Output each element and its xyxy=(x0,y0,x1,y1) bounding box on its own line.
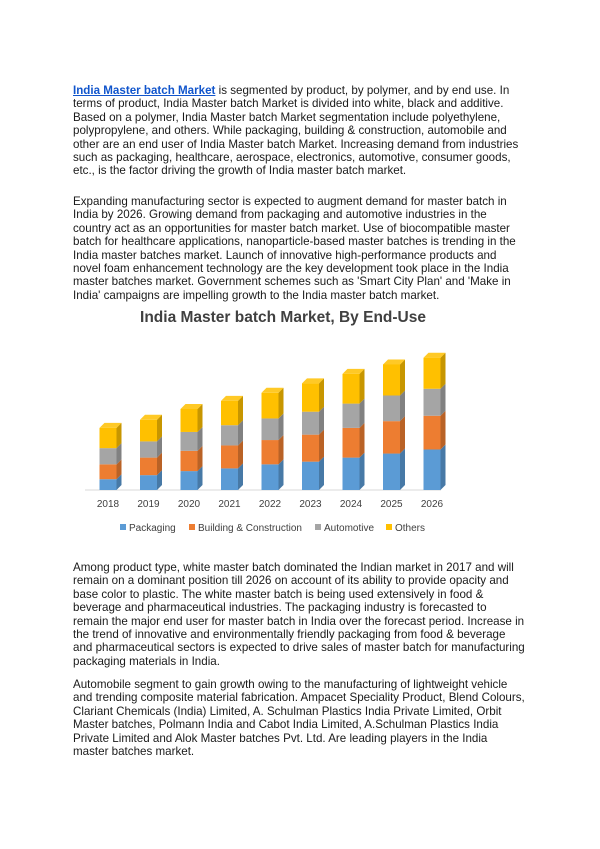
legend-label: Packaging xyxy=(129,523,176,534)
bar-2023-others xyxy=(302,378,324,411)
x-tick-label: 2026 xyxy=(420,499,444,510)
x-tick-label: 2021 xyxy=(218,499,241,510)
bar-2026-packaging xyxy=(424,445,446,491)
bar-2024-packaging xyxy=(343,453,365,490)
bar-2021-others xyxy=(221,396,243,425)
legend-item-automotive xyxy=(315,523,374,534)
growth-paragraph: Expanding manufacturing sector is expected to augment demand for master batch in India by 2026. Growing demand from packaging and automotive industries in the country act as an opportunities for master batch market. Use of biocompatible master batch for healthcare applications, nanoparticle-based master batches is trending in the India master batches market. Launch of innovative high-performance products and novel foam enhancement technology are the key development took place in the India master batches market. Government schemes such as 'Smart City Plan' and 'Make in India' campaigns are impelling growth to the India master batch market. xyxy=(73,195,516,302)
legend-swatch xyxy=(386,524,392,530)
x-tick-label: 2022 xyxy=(258,499,282,510)
market-link[interactable]: India Master batch Market xyxy=(73,84,216,97)
players-paragraph: Automobile segment to gain growth owing to the manufacturing of lightweight vehicle and trending composite material fabrication. Ampacet Speciality Product, Blend Colours, Clariant Chemicals (India) Limited, A. Schulman Plastics India Private Limited, Orbit Master batches, Polmann India and Cabot India Limited, A.Schulman Plastics India Private Limited and Alok Master batches Pvt. Ltd. Are leading players in the India master batches market. xyxy=(73,678,525,759)
legend-label: Building & Construction xyxy=(198,523,302,534)
bar-2025-packaging xyxy=(383,449,405,490)
x-tick-label: 2023 xyxy=(299,499,322,510)
legend-item-packaging xyxy=(120,523,176,534)
legend-swatch xyxy=(189,524,195,530)
x-tick-label: 2018 xyxy=(96,499,120,510)
product-type-paragraph: Among product type, white master batch dominated the Indian market in 2017 and will remain on a dominant position till 2026 on account of its ability to provide opacity and base color to plastic. The white master batch is being used extensively in food & beverage and pharmaceutical industries. The packaging industry is forecasted to remain the major end user for master batch in India over the forecast period. Increase in the trend of innovative and environmentally friendly packaging from food & beverage and pharmaceutical sectors is expected to drive sales of master batch for manufacturing packaging materials in India. xyxy=(73,561,525,668)
x-tick-label: 2025 xyxy=(380,499,403,510)
bar-2018-others xyxy=(100,423,122,448)
bar-2019-others xyxy=(140,415,162,442)
chart-title: India Master batch Market, By End-Use xyxy=(140,309,426,326)
intro-paragraph xyxy=(73,84,525,178)
bar-2024-others xyxy=(343,369,365,404)
bar-2022-others xyxy=(262,388,284,419)
bar-2025-building-construction xyxy=(383,416,405,453)
intro-text: is segmented by product, by polymer, and by end use. In terms of product, India Master batch Market is divided into white, black and additive. Based on a polymer, India Master batch Market segmentation include polyethylene, polypropylene, and others. While packaging, building & construction, automobile and other are an end user of India Master batch Market. Increasing demand from industries such as packaging, healthcare, aerospace, electronics, automotive, consumer goods, etc., is the factor driving the growth of India master batch market. xyxy=(73,84,519,178)
legend-label: Others xyxy=(395,523,426,534)
end-use-chart xyxy=(73,300,525,550)
x-tick-label: 2019 xyxy=(137,499,160,510)
bar-2023-packaging xyxy=(302,457,324,490)
legend-label: Automotive xyxy=(324,523,375,534)
bar-2024-building-construction xyxy=(343,423,365,458)
legend-item-building-construction xyxy=(189,523,302,534)
x-tick-label: 2024 xyxy=(339,499,363,510)
legend-swatch xyxy=(315,524,321,530)
bar-2020-others xyxy=(181,404,203,432)
bar-2026-building-construction xyxy=(424,411,446,450)
bar-2025-others xyxy=(383,359,405,395)
legend-swatch xyxy=(120,524,126,530)
x-tick-label: 2020 xyxy=(177,499,201,510)
legend-item-others xyxy=(386,523,425,534)
bar-2026-others xyxy=(424,353,446,389)
